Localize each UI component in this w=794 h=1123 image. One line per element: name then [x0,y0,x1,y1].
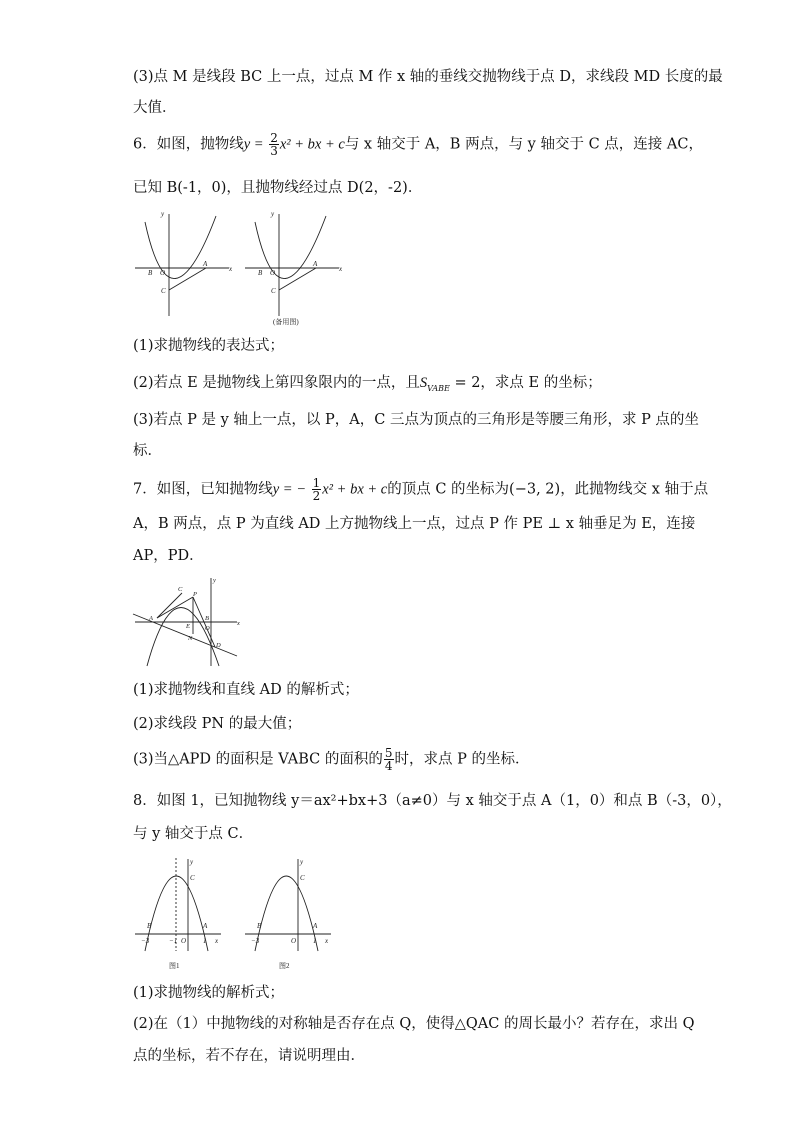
q6-fig2-label-c: C [271,287,276,295]
q8-fig1-label-c: C [190,874,195,882]
q8-fig1-label-x: x [215,937,219,945]
q6-number: 6．如图，抛物线 [133,136,244,153]
q7-stem-a1: 的顶点 C 的坐标为 [387,481,510,498]
q6-fig2-label-o: O [270,269,276,277]
q6-part2-b: ，求点 E 的坐标； [480,375,602,391]
q6-part2-sub: VABE [427,383,450,393]
q6-eq-num: 2 [270,131,278,145]
q8-part1: (1)求抛物线的解析式； [133,985,285,1001]
q7-part2: (2)求线段 PN 的最大值； [133,716,302,732]
q5-part3-line1: (3)点 M 是线段 BC 上一点，过点 M 作 x 轴的垂线交抛物线于点 D，求线段 MD 长度的最 [133,69,723,85]
q8-part2-line1: (2)在（1）中抛物线的对称轴是否存在点 Q，使得△QAC 的周长最小？若存在，求出 Q [133,1016,695,1032]
q6-part3-line1: (3)若点 P 是 y 轴上一点，以 P，A，C 三点为顶点的三角形是等腰三角形，求 P 点的坐 [133,412,699,428]
q6-fig2-label-y: y [271,210,275,218]
q6-eq-fraction [269,132,279,157]
q8-fig2-label-c: C [300,874,305,882]
q7-number: 7．如图，已知抛物线 [133,481,273,498]
q6-part3-line2: 标． [133,443,162,459]
q8-fig2-label-y: y [300,858,304,866]
q6-fig2-label-a: A [313,260,318,268]
q7-part3-b: 时，求点 P 的坐标． [394,751,530,768]
q6-part2-a: (2)若点 E 是抛物线上第四象限内的一点，且 [133,375,420,391]
q8-fig1-label-o: O [181,937,187,945]
q7-stem-vertex: (−3, 2) [509,481,561,498]
q8-fig1-caption: 图1 [169,962,180,970]
q6-fig2-parabola [255,216,326,279]
q6-fig1-parabola [145,216,216,279]
q8-fig2-label-a: A [313,922,318,930]
q7-part1: (1)求抛物线和直线 AD 的解析式； [133,682,359,698]
q8-fig1-label-y: y [190,858,194,866]
q7-part3-num: 5 [384,746,393,760]
q8-fig1-label-a: A [203,922,208,930]
q6-fig1-label-c: C [161,287,166,295]
q7-part3-a: (3)当△APD 的面积是 VABC 的面积的 [133,751,383,768]
q6-figures [133,208,343,328]
q8-stem-line2: 与 y 轴交于点 C． [133,826,254,842]
q8-fig1-label-one: 1 [203,937,207,945]
q6-stem-line2: 已知 B(-1，0)，且抛物线经过点 D(2，-2)． [133,180,423,196]
q6-part1: (1)求抛物线的表达式； [133,338,285,354]
q7-part3-fraction [384,747,394,772]
q7-label-o: O [205,625,210,632]
q6-fig2-label-b: B [258,269,263,277]
q8-fig1-label-b: B [147,922,152,930]
q6-eq-rest: x² + bx + c [279,136,345,153]
q8-fig1-label-m3: −3 [141,937,150,945]
q7-part3-den: 4 [384,759,393,773]
q8-fig2-label-one: 1 [313,937,317,945]
q6-part2 [133,373,602,399]
q7-label-p: P [193,591,197,598]
q6-fig2-label-x: x [339,265,343,273]
q8-fig2-label-b: B [257,922,262,930]
q8-fig2-label-o: O [291,937,297,945]
q6-fig2-caption: (备用图) [273,318,299,326]
q7-label-y: y [213,577,216,584]
q6-fig1-label-y: y [161,210,165,218]
q6-part2-s: S [419,375,428,391]
q8-stem-line1: 8．如图 1，已知抛物线 y＝ax²+bx+3（a≠0）与 x 轴交于点 A（1，0）和点 B（-3，0）， [133,793,732,809]
q7-stem-line2: A，B 两点，点 P 为直线 AD 上方抛物线上一点，过点 P 作 PE ⊥ x 轴垂足为 E，连接 [133,516,696,532]
q8-fig2-label-x: x [325,937,329,945]
q6-fig1-label-a: A [203,260,208,268]
q6-stem-line1 [133,132,703,157]
q7-figure [133,574,248,669]
q7-stem-line1 [133,477,708,502]
q7-part3 [133,747,529,772]
q7-eq-fraction [312,477,322,502]
q5-part3-line2: 大值． [133,100,177,116]
q7-label-e: E [186,623,190,630]
q7-stem-line3: AP，PD． [133,548,204,564]
q8-figures [133,856,343,974]
q7-eq-lhs: y = − [272,481,306,498]
q7-label-a: A [149,615,153,622]
q7-stem-a2: ，此抛物线交 x 轴于点 [560,481,709,498]
q7-label-d: D [216,642,221,649]
q8-fig2-parabola [255,876,318,951]
q6-fig1-label-b: B [148,269,153,277]
q8-fig2-label-m3: −3 [251,937,260,945]
q7-eq-num: 1 [312,476,321,490]
q7-eq-den: 2 [312,489,321,503]
q8-part2-line2: 点的坐标，若不存在，请说明理由． [133,1048,365,1064]
q8-fig1-label-m1: −1 [169,937,178,945]
q6-stem-a: 与 x 轴交于 A，B 两点，与 y 轴交于 C 点，连接 AC， [344,136,703,153]
q7-eq-rest: x² + bx + c [322,481,388,498]
q7-label-x: x [237,620,240,627]
q7-label-n: N [188,635,193,642]
q6-eq-den: 3 [270,144,278,158]
q7-label-c: C [178,586,183,593]
q6-eq-lhs: y = [243,136,264,153]
q7-label-b: B [205,615,209,622]
q6-part2-eq: = 2 [454,375,481,391]
q6-fig1-label-o: O [160,269,166,277]
q8-fig2-caption: 图2 [279,962,290,970]
q6-fig1-label-x: x [229,265,233,273]
